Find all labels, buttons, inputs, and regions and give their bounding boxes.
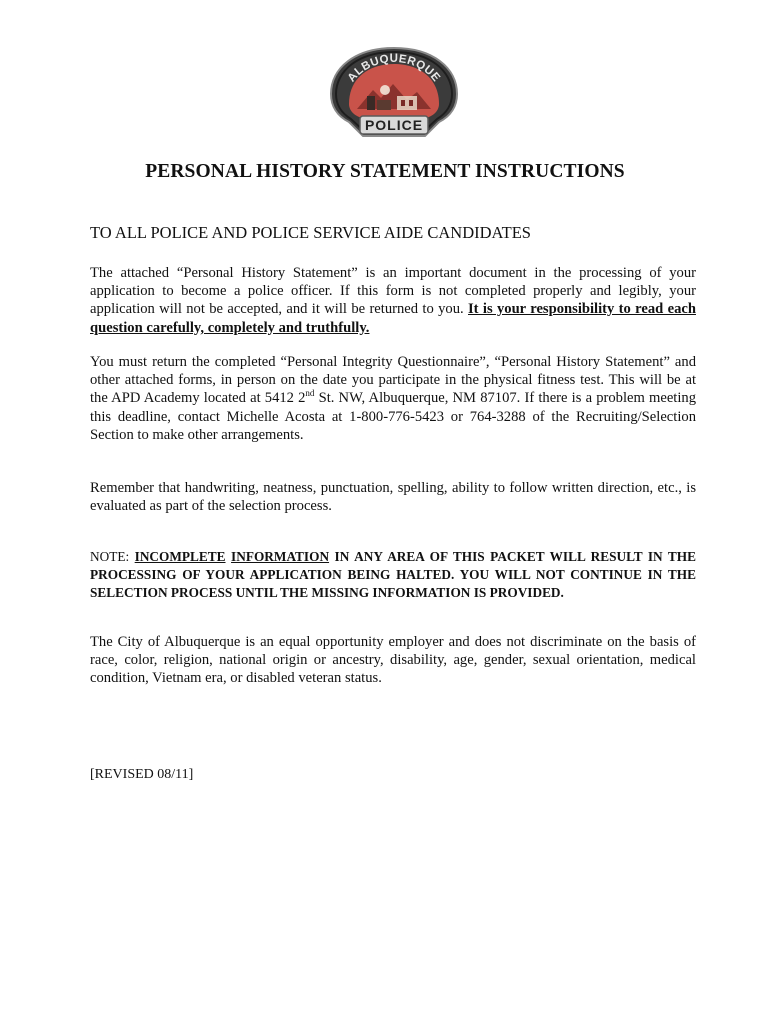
responsibility-emphasis: It is your responsibility to read each question carefully, completely and truthfully. xyxy=(90,301,696,336)
paragraph-return-forms xyxy=(90,353,696,444)
page-title: PERSONAL HISTORY STATEMENT INSTRUCTIONS xyxy=(145,161,625,182)
note-paragraph xyxy=(90,548,696,601)
paragraph-return-forms-text-b: St. NW, Albuquerque, NM 87107. If there is a problem meeting this deadline, contact Michelle Acosta at 1-800-776-5423 or 764-3288 of the Recruiting/Selection Section to make other arrangements. xyxy=(90,390,696,443)
addressee-heading: TO ALL POLICE AND POLICE SERVICE AIDE CANDIDATES xyxy=(90,223,531,242)
badge-police-text: POLICE xyxy=(364,117,424,133)
paragraph-return-forms-text-a: You must return the completed “Personal Integrity Questionnaire”, “Personal History Statement” and other attached forms, in person on the date you participate in the physical fitness test. This will be at the APD Academy located at 5412 2 xyxy=(90,354,696,407)
paragraph-evaluation: Remember that handwriting, neatness, punctuation, spelling, ability to follow written direction, etc., is evaluated as part of the selection process. xyxy=(90,480,696,515)
paragraph-equal-opportunity: The City of Albuquerque is an equal opportunity employer and does not discriminate on the basis of race, color, religion, national origin or ancestry, disability, age, gender, sexual orientation, medical condition, Vietnam era, or disabled veteran status. xyxy=(90,634,696,687)
note-prefix: NOTE: xyxy=(90,549,135,564)
paragraph-instructions xyxy=(90,264,696,337)
note-information: INFORMATION xyxy=(231,549,330,564)
note-rest: IN ANY AREA OF THIS PACKET WILL RESULT IN THE PROCESSING OF YOUR APPLICATION BEING HALTED. YOU WILL NOT CONTINUE IN THE SELECTION PROCESS UNTIL THE MISSING INFORMATION IS PROVIDED. xyxy=(90,549,696,600)
revision-date: [REVISED 08/11] xyxy=(90,767,194,782)
police-badge-logo xyxy=(327,46,461,138)
badge-city-text: ALBUQUERQUE xyxy=(345,52,443,85)
note-incomplete: INCOMPLETE xyxy=(134,549,226,564)
ordinal-superscript: nd xyxy=(305,388,315,399)
paragraph-instructions-text: The attached “Personal History Statement” is an important document in the processing of your application to become a police officer. If this form is not completed properly and legibly, your application will not be accepted, and it will be returned to you. xyxy=(90,265,696,318)
